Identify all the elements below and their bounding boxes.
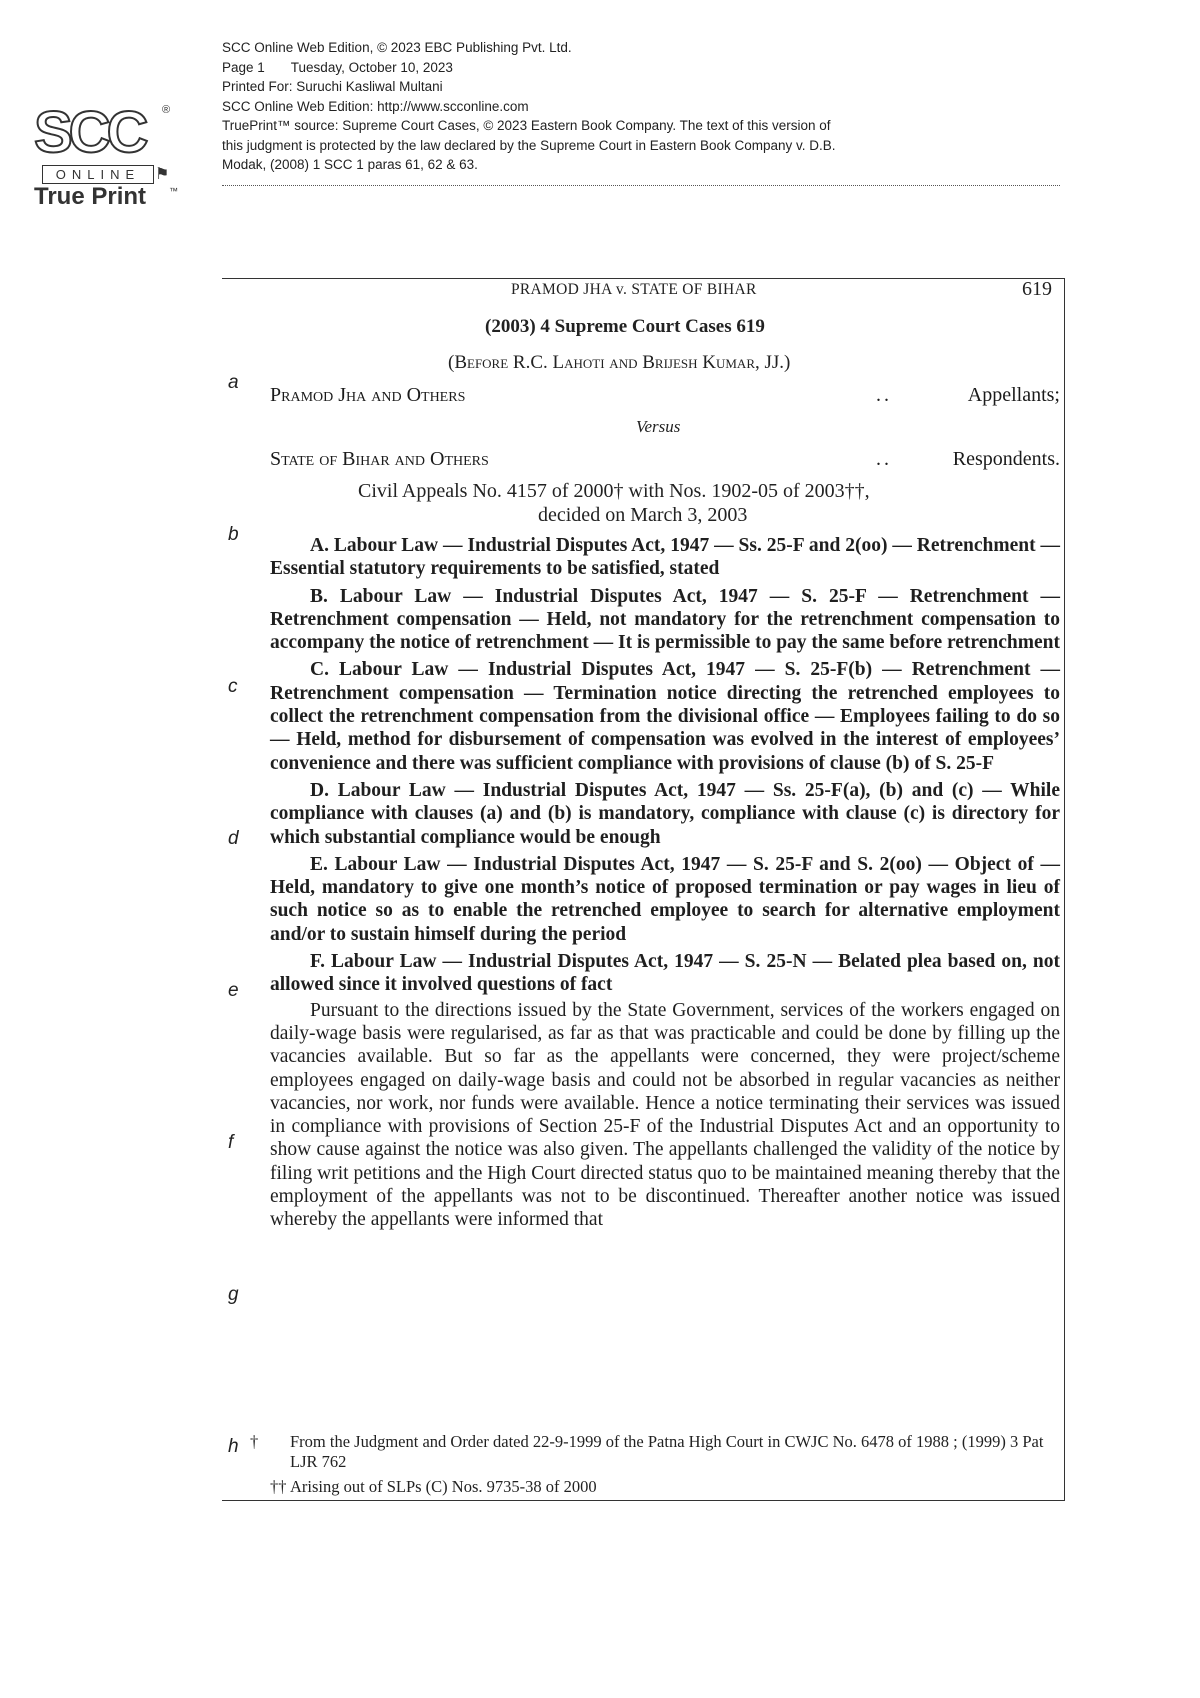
- respondent-name: State of Bihar and Others: [270, 448, 489, 470]
- print-header: [222, 38, 1062, 175]
- footnote: [250, 1432, 1060, 1472]
- footnote-text: Arising out of SLPs (C) Nos. 9735-38 of 2000: [290, 1477, 597, 1496]
- appellant-name: Pramod Jha and Others: [270, 384, 466, 406]
- header-line: Page 1 Tuesday, October 10, 2023: [222, 59, 453, 75]
- header-divider: [222, 185, 1060, 186]
- margin-letter: d: [228, 828, 239, 849]
- versus: Versus: [636, 417, 681, 436]
- logo-registered-mark: ®: [162, 104, 171, 116]
- case-number: Civil Appeals No. 4157 of 2000† with Nos. 1902-05 of 2003††,: [358, 480, 870, 502]
- margin-letter: b: [228, 524, 239, 545]
- bench: (Before R.C. Lahoti and Brijesh Kumar, JJ.): [448, 352, 791, 373]
- respondent-role: Respondents.: [952, 448, 1060, 470]
- header-line: this judgment is protected by the law declared by the Supreme Court in Eastern Book Company v. D.B.: [222, 137, 836, 153]
- leader-dots: ..: [876, 384, 892, 406]
- headnote-f: F. Labour Law — Industrial Disputes Act, 1947 — S. 25-N — Belated plea based on, not allowed since it involved questions of fact: [270, 951, 1060, 996]
- footnote: [270, 1477, 1060, 1497]
- header-line: Modak, (2008) 1 SCC 1 paras 61, 62 & 63.: [222, 157, 478, 172]
- logo-trademark: ™: [169, 186, 178, 196]
- case-citation: (2003) 4 Supreme Court Cases 619: [485, 316, 765, 337]
- headnote-a: A. Labour Law — Industrial Disputes Act, 1947 — Ss. 25-F and 2(oo) — Retrenchment — Essential statutory requirements to be satisfied, stated: [270, 535, 1060, 580]
- footnote-text: From the Judgment and Order dated 22-9-1999 of the Patna High Court in CWJC No. 6478 of 1988 ; (1999) 3 Pat LJR 762: [290, 1432, 1044, 1471]
- appellant-role: Appellants;: [967, 384, 1060, 406]
- margin-letter: g: [228, 1284, 239, 1305]
- decision-date: decided on March 3, 2003: [538, 504, 748, 526]
- margin-letter: e: [228, 980, 239, 1001]
- header-line: SCC Online Web Edition: http://www.scconline.com: [222, 98, 529, 114]
- margin-letter: a: [228, 372, 239, 393]
- headnote-e: E. Labour Law — Industrial Disputes Act, 1947 — S. 25-F and S. 2(oo) — Object of — Held, mandatory to give one month’s notice of proposed termination or pay wages in lieu of such notice so as to enable the retrenched employee to search for alternative employment and/or to sustain himself during the period: [270, 853, 1060, 945]
- margin-letter: h: [228, 1436, 239, 1457]
- headnotes: [270, 534, 1060, 1232]
- logo-scc-text: SCC: [34, 100, 145, 165]
- footnote-mark: †: [250, 1432, 259, 1451]
- margin-letter: f: [228, 1132, 234, 1153]
- running-head: PRAMOD JHA v. STATE OF BIHAR: [511, 281, 757, 298]
- header-line: Printed For: Suruchi Kasliwal Multani: [222, 79, 443, 94]
- summary-paragraph: Pursuant to the directions issued by the State Government, services of the workers engaged on daily-wage basis were regularised, as far as that was practicable and could be done by filling up the vacancies available. But so far as the appellants were concerned, they were project/scheme employees engaged on daily-wage basis and could not be absorbed in regular vacancies as neither vacancies, nor work, nor funds were available. Hence a notice terminating their services was issued in compliance with provisions of Section 25-F of the Industrial Disputes Act and an opportunity to show cause against the notice was also given. The appellants challenged the validity of the notice by filing writ petitions and the High Court directed status quo to be maintained meaning thereby that the employment of the appellants was not to be discontinued. Thereafter another notice was issued whereby the appellants were informed that: [270, 999, 1060, 1231]
- scc-online-logo: [34, 100, 184, 214]
- headnote-b: B. Labour Law — Industrial Disputes Act, 1947 — S. 25-F — Retrenchment — Retrenchment compensation — Held, not mandatory for the retrenchment compensation to accompany the notice of retrenchment — It is permissible to pay the same before retrenchment: [270, 585, 1060, 654]
- footnote-mark: ††: [270, 1477, 287, 1496]
- header-line: TruePrint™ source: Supreme Court Cases, © 2023 Eastern Book Company. The text of this version of: [222, 118, 831, 133]
- leader-dots: ..: [876, 448, 892, 470]
- flag-icon: ⚑: [155, 166, 170, 183]
- headnote-c: C. Labour Law — Industrial Disputes Act, 1947 — S. 25-F(b) — Retrenchment — Retrenchment compensation — Termination notice directing the retrenched employees to collect the retrenchment compensation from the divisional office — Employees failing to do so — Held, method for disbursement of compensation was evolved in the interest of employees’ convenience and there was sufficient compliance with provisions of clause (b) of S. 25-F: [270, 659, 1060, 774]
- page-number: 619: [1022, 278, 1052, 300]
- logo-online-text: ONLINE: [42, 165, 154, 184]
- margin-letter: c: [228, 676, 238, 697]
- logo-true-print-text: True Print: [34, 183, 147, 210]
- header-line: SCC Online Web Edition, © 2023 EBC Publishing Pvt. Ltd.: [222, 40, 572, 55]
- headnote-d: D. Labour Law — Industrial Disputes Act, 1947 — Ss. 25-F(a), (b) and (c) — While compliance with clauses (a) and (b) is mandatory, compliance with clause (c) is directory for which substantial compliance would be enough: [270, 779, 1060, 848]
